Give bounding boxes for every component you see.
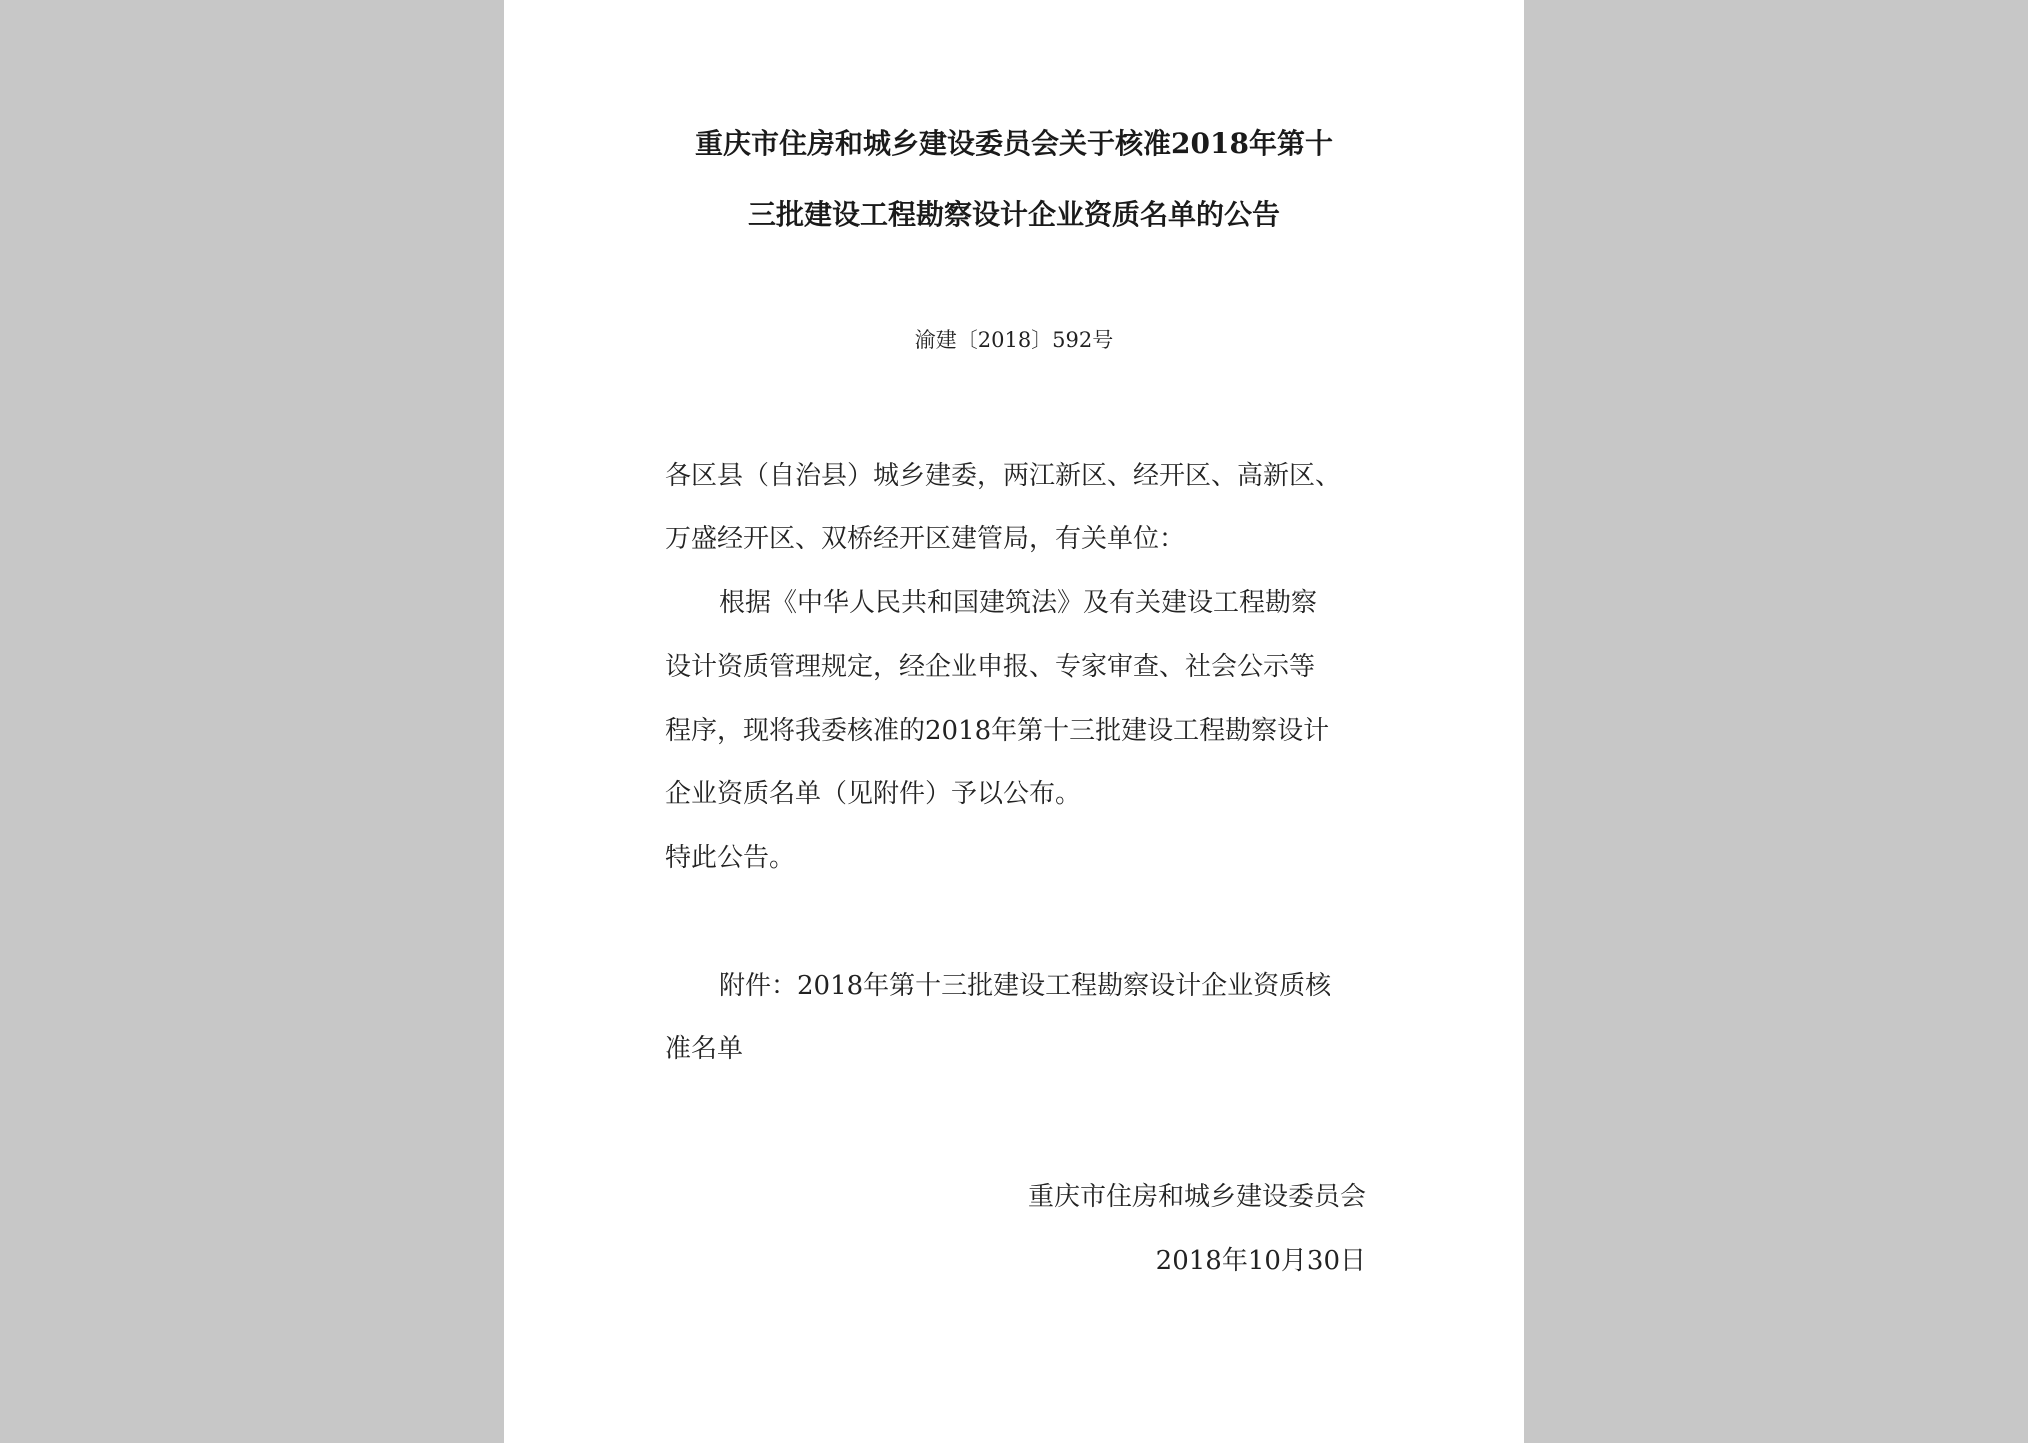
body-line-4: 企业资质名单（见附件）予以公布。: [665, 779, 1082, 809]
issuer-signature: 重庆市住房和城乡建设委员会: [1027, 1182, 1366, 1212]
body-line-1: 根据《中华人民共和国建筑法》及有关建设工程勘察: [719, 588, 1318, 618]
recipients-line-2: 万盛经开区、双桥经开区建管局，有关单位：: [665, 524, 1186, 554]
body-line-3: 程序，现将我委核准的2018年第十三批建设工程勘察设计: [665, 716, 1330, 746]
document-number: 渝建〔2018〕592号: [914, 328, 1114, 352]
issue-date: 2018年10月30日: [1155, 1246, 1366, 1276]
body-line-2: 设计资质管理规定，经企业申报、专家审查、社会公示等: [665, 652, 1316, 682]
attachment-line-2: 准名单: [665, 1034, 744, 1064]
document-title-line-1: 重庆市住房和城乡建设委员会关于核准2018年第十: [695, 127, 1333, 160]
recipients-line-1: 各区县（自治县）城乡建委，两江新区、经开区、高新区、: [665, 461, 1342, 491]
closing-text: 特此公告。: [665, 843, 796, 873]
document-title-line-2: 三批建设工程勘察设计企业资质名单的公告: [747, 198, 1280, 231]
attachment-line-1: 附件：2018年第十三批建设工程勘察设计企业资质核: [719, 971, 1332, 1001]
document-page: [504, 0, 1524, 1443]
